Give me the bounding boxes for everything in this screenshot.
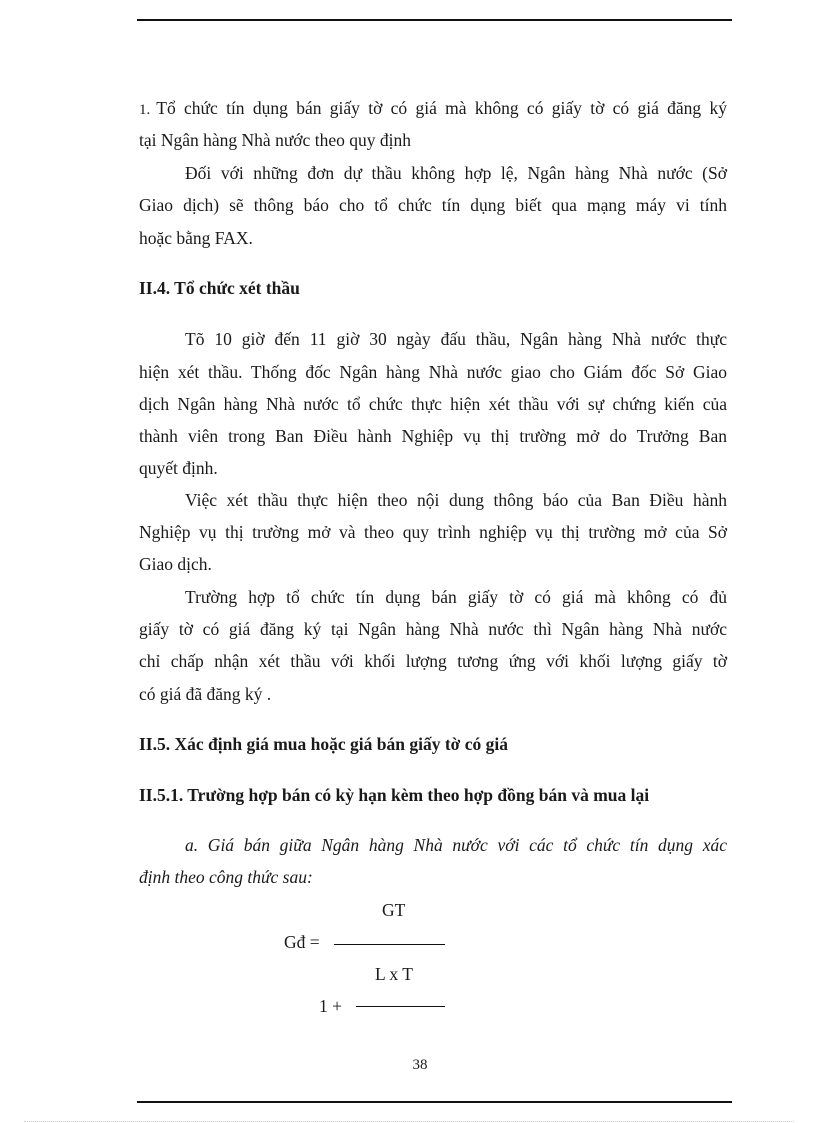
section-heading-ii-5: II.5. Xác định giá mua hoặc giá bán giấy tờ có giá xyxy=(139,734,508,754)
paragraph-5-line-2: giấy tờ có giá đăng ký tại Ngân hàng Nhà nước thì Ngân hàng Nhà nước xyxy=(139,619,727,639)
paragraph-1-line-1 xyxy=(139,97,727,121)
paragraph-2-line-3: hoặc bằng FAX. xyxy=(139,228,253,248)
header-rule xyxy=(137,19,732,21)
paragraph-3-line-2: hiện xét thầu. Thống đốc Ngân hàng Nhà nước giao cho Giám đốc Sở Giao xyxy=(139,362,727,382)
paragraph-5-line-4: có giá đã đăng ký . xyxy=(139,684,272,704)
section-heading-ii-4: II.4. Tổ chức xét thầu xyxy=(139,278,300,298)
section-heading-ii-5-1: II.5.1. Trường hợp bán có kỳ hạn kèm theo hợp đồng bán và mua lại xyxy=(139,785,650,805)
footer-rule xyxy=(137,1101,732,1103)
paragraph-5-line-3: chỉ chấp nhận xét thầu với khối lượng tương ứng với khối lượng giấy tờ xyxy=(139,651,727,671)
formula-inner-numerator: L x T xyxy=(375,964,413,984)
paragraph-4-line-1: Việc xét thầu thực hiện theo nội dung thông báo của Ban Điều hành xyxy=(185,490,727,510)
paragraph-2-line-2: Giao dịch) sẽ thông báo cho tổ chức tín dụng biết qua mạng máy vi tính xyxy=(139,195,727,215)
formula-inner-fraction-bar xyxy=(356,1006,445,1007)
formula-one-plus: 1 + xyxy=(319,996,342,1016)
paragraph-1-line-1-text: Tổ chức tín dụng bán giấy tờ có giá mà không có giấy tờ có giá đăng ký xyxy=(156,98,727,118)
paragraph-4-line-3: Giao dịch. xyxy=(139,554,212,574)
paragraph-5-line-1: Trường hợp tổ chức tín dụng bán giấy tờ có giá mà không có đủ xyxy=(185,587,727,607)
paragraph-3-line-3: dịch Ngân hàng Nhà nước tổ chức thực hiện xét thầu với sự chứng kiến của xyxy=(139,394,727,414)
paragraph-1-line-2: tại Ngân hàng Nhà nước theo quy định xyxy=(139,130,411,150)
list-number: 1. xyxy=(139,102,151,118)
paragraph-6-line-1: a. Giá bán giữa Ngân hàng Nhà nước với các tổ chức tín dụng xác xyxy=(185,835,727,855)
formula-lhs: Gđ = xyxy=(284,932,320,952)
paragraph-6-line-2: định theo công thức sau: xyxy=(139,867,313,887)
paragraph-3-line-5: quyết định. xyxy=(139,458,218,478)
paragraph-2-line-1: Đối với những đơn dự thầu không hợp lệ, Ngân hàng Nhà nước (Sở xyxy=(185,163,727,183)
page-number: 38 xyxy=(412,1057,428,1073)
paragraph-3-line-4: thành viên trong Ban Điều hành Nghiệp vụ thị trường mở do Trưởng Ban xyxy=(139,426,727,446)
bottom-dotted-edge xyxy=(24,1121,794,1122)
formula-numerator: GT xyxy=(382,900,406,920)
formula-main-fraction-bar xyxy=(334,944,445,945)
paragraph-4-line-2: Nghiệp vụ thị trường mở và theo quy trình nghiệp vụ thị trường mở của Sở xyxy=(139,522,727,542)
paragraph-3-line-1: Tõ 10 giờ đến 11 giờ 30 ngày đấu thầu, Ngân hàng Nhà nước thực xyxy=(185,329,727,349)
